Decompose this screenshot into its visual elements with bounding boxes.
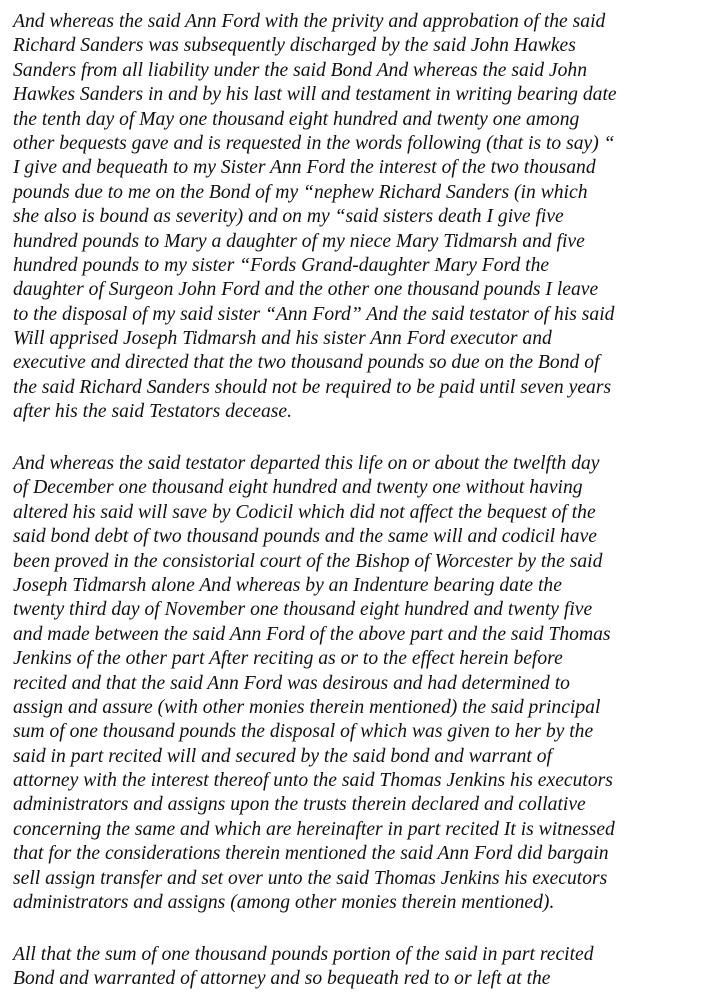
text-line: been proved in the consistorial court of the Bishop of Worcester by the said xyxy=(13,550,603,572)
text-line: Will apprised Joseph Tidmarsh and his sister Ann Ford executor and xyxy=(13,328,552,350)
text-line: Joseph Tidmarsh alone And whereas by an Indenture bearing date the xyxy=(13,574,562,596)
text-line: of December one thousand eight hundred and twenty one without having xyxy=(13,477,583,499)
text-line: sum of one thousand pounds the disposal of which was given to her by the xyxy=(13,721,594,743)
text-line: twenty third day of November one thousand eight hundred and twenty five xyxy=(13,599,593,621)
paragraph-3 xyxy=(13,943,594,992)
text-line: hundred pounds to my sister “Fords Grand-daughter Mary Ford the xyxy=(13,254,550,276)
text-line: and made between the said Ann Ford of the above part and the said Thomas xyxy=(13,623,611,645)
text-line: Sanders from all liability under the said Bond And whereas the said John xyxy=(13,59,587,81)
text-line: attorney with the interest thereof unto the said Thomas Jenkins his executors xyxy=(13,770,613,792)
text-line: recited and that the said Ann Ford was desirous and had determined to xyxy=(13,672,570,694)
text-line: And whereas the said testator departed this life on or about the twelfth day xyxy=(13,453,600,474)
text-line: Bond and warranted of attorney and so bequeath red to or left at the xyxy=(13,968,551,990)
paragraph-2 xyxy=(13,452,615,915)
text-line: administrators and assigns upon the trusts therein declared and collative xyxy=(13,794,586,816)
text-line: she also is bound as severity) and on my “said sisters death I give five xyxy=(13,206,564,228)
text-line: All that the sum of one thousand pounds portion of the said in part recited xyxy=(13,944,594,965)
text-line: Jenkins of the other part After reciting as or to the effect herein before xyxy=(13,648,563,670)
text-line: assign and assure (with other monies therein mentioned) the said principal xyxy=(13,696,601,718)
text-line: the tenth day of May one thousand eight hundred and twenty one among xyxy=(13,108,580,130)
paragraph-1 xyxy=(13,10,617,425)
text-line: concerning the same and which are hereinafter in part recited It is witnessed xyxy=(13,818,615,840)
text-line: daughter of Surgeon John Ford and the other one thousand pounds I leave xyxy=(13,279,599,301)
text-line: altered his said will save by Codicil which did not affect the bequest of the xyxy=(13,501,596,523)
text-line: hundred pounds to Mary a daughter of my niece Mary Tidmarsh and five xyxy=(13,230,585,252)
text-line: other bequests gave and is requested in the words following (that is to say) “ xyxy=(13,132,615,154)
text-line: after his the said Testators decease. xyxy=(13,401,293,423)
text-line: the said Richard Sanders should not be required to be paid until seven years xyxy=(13,376,612,398)
text-line: Richard Sanders was subsequently discharged by the said John Hawkes xyxy=(13,35,576,57)
text-line: executive and directed that the two thousand pounds so due on the Bond of xyxy=(13,352,600,374)
text-line: sell assign transfer and set over unto the said Thomas Jenkins his executors xyxy=(13,867,608,889)
text-line: Hawkes Sanders in and by his last will and testament in writing bearing date xyxy=(13,84,617,106)
text-line: administrators and assigns (among other monies therein mentioned). xyxy=(13,892,555,914)
text-line: And whereas the said Ann Ford with the privity and approbation of the said xyxy=(13,11,606,32)
text-line: said bond debt of two thousand pounds and the same will and codicil have xyxy=(13,526,597,548)
text-line: to the disposal of my said sister “Ann Ford” And the said testator of his said xyxy=(13,303,615,325)
text-line: pounds due to me on the Bond of my “nephew Richard Sanders (in which xyxy=(13,181,588,203)
text-line: said in part recited will and secured by the said bond and warrant of xyxy=(13,745,552,767)
text-line: that for the considerations therein mentioned the said Ann Ford did bargain xyxy=(13,843,609,865)
text-line: I give and bequeath to my Sister Ann Ford the interest of the two thousand xyxy=(13,157,596,179)
